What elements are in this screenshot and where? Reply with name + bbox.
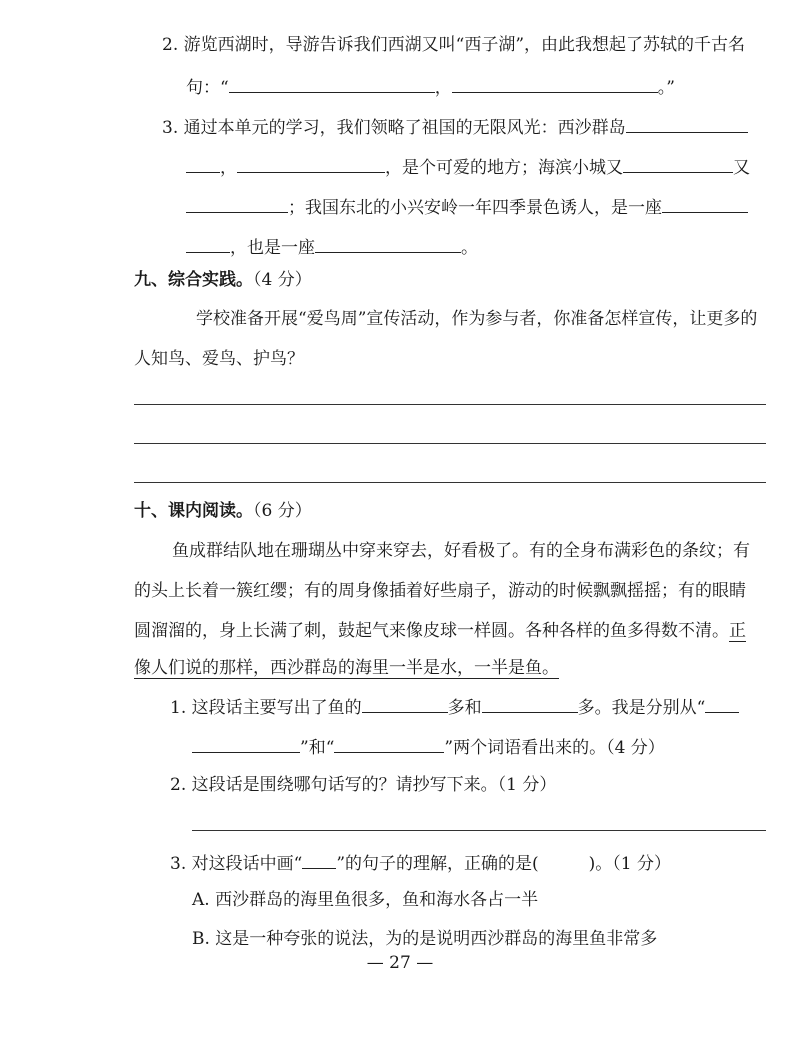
answer-blank-4[interactable]: [237, 154, 385, 173]
passage-line-4: [134, 657, 559, 679]
q8-3-text2: ，是个可爱的地方；海滨小城又: [385, 158, 623, 178]
q10-1-line2: [192, 734, 665, 759]
answer-blank-1[interactable]: [229, 74, 435, 93]
answer-blank-8[interactable]: [186, 234, 230, 253]
passage-line-3-underlined: 正: [729, 621, 746, 641]
answer-blank-7[interactable]: [662, 194, 748, 213]
q8-3-you: 又: [733, 158, 750, 178]
section-9-prompt-line2: 人知鸟、爱鸟、护鸟？: [134, 349, 304, 369]
answer-blank-11[interactable]: [482, 694, 578, 713]
q8-3-end: 。: [461, 238, 478, 258]
q10-3: [170, 850, 671, 875]
q10-1-text5: ”两个词语看出来的。（4 分）: [444, 738, 665, 758]
passage-line-1: 鱼成群结队地在珊瑚丛中穿来穿去，好看极了。有的全身布满彩色的条纹；有: [172, 541, 750, 561]
q8-3-text1: 3. 通过本单元的学习，我们领略了祖国的无限风光：西沙群岛: [162, 118, 626, 138]
answer-blank-13[interactable]: [334, 734, 444, 753]
q8-2-end: 。”: [657, 78, 675, 98]
q10-1-text3: 多。我是分别从“: [577, 698, 706, 718]
answer-blank-10[interactable]: [362, 694, 448, 713]
q10-3-text3: )。（1 分）: [588, 854, 672, 874]
q10-2: 2. 这段话是围绕哪句话写的？请抄写下来。（1 分）: [170, 775, 557, 795]
q10-3-text1: 3. 对这段话中画“: [170, 854, 303, 874]
answer-blank-5[interactable]: [623, 154, 733, 173]
answer-line-2[interactable]: [134, 443, 766, 444]
passage-line-4-underlined: 像人们说的那样，西沙群岛的海里一半是水，一半是鱼。: [134, 658, 559, 678]
passage-line-3-text: 圆溜溜的，身上长满了刺，鼓起气来像皮球一样圆。各种各样的鱼多得数不清。: [134, 621, 729, 641]
section-10-heading: [134, 500, 312, 522]
section-9-prompt-line1: 学校准备开展“爱鸟周”宣传活动，作为参与者，你准备怎样宣传，让更多的: [196, 309, 758, 329]
passage-line-2: 的头上长着一簇红缨；有的周身像插着好些扇子，游动的时候飘飘摇摇；有的眼睛: [134, 581, 746, 601]
q8-3-line2: [186, 154, 750, 179]
section-9-points: （4 分）: [253, 270, 312, 290]
q10-1-line1: [170, 694, 739, 719]
page-number: — 27 —: [366, 953, 434, 973]
section-9-heading: [134, 269, 312, 291]
option-b: B. 这是一种夸张的说法，为的是说明西沙群岛的海里鱼非常多: [192, 929, 658, 949]
answer-line-1[interactable]: [134, 404, 766, 405]
section-10-title: 十、课内阅读。: [134, 501, 253, 521]
answer-blank-3b[interactable]: [186, 154, 220, 173]
answer-line-3[interactable]: [134, 482, 766, 483]
q8-3-text4: ，也是一座: [230, 238, 315, 258]
q8-2-comma: ，: [434, 78, 452, 98]
answer-blank-12a[interactable]: [705, 694, 739, 713]
q8-3-comma: ，: [220, 158, 237, 178]
answer-blank-12[interactable]: [192, 734, 300, 753]
section-10-points: （6 分）: [253, 501, 312, 521]
section-9-title: 九、综合实践。: [134, 270, 253, 290]
underline-sample: [302, 850, 336, 869]
answer-blank-9[interactable]: [315, 234, 461, 253]
option-a: A. 西沙群岛的海里鱼很多，鱼和海水各占一半: [192, 890, 539, 910]
answer-blank-6[interactable]: [186, 194, 288, 213]
q8-2-line2: [186, 74, 675, 99]
answer-blank-2[interactable]: [452, 74, 658, 93]
answer-line-4[interactable]: [192, 830, 766, 831]
q10-1-text4: ”和“: [300, 738, 335, 758]
passage-line-3: [134, 620, 746, 642]
q8-3-text3: ；我国东北的小兴安岭一年四季景色诱人，是一座: [288, 198, 662, 218]
q8-2-line1: 2. 游览西湖时，导游告诉我们西湖又叫“西子湖”，由此我想起了苏轼的千古名: [162, 35, 746, 55]
q8-2-prefix: 句：“: [186, 78, 229, 98]
q10-3-text2: ”的句子的理解，正确的是(: [336, 854, 539, 874]
answer-blank-3[interactable]: [626, 114, 748, 133]
q8-3-line4: [186, 234, 478, 259]
q10-1-text2: 多和: [447, 698, 482, 718]
q8-3-line3: [186, 194, 748, 219]
q8-3-line1: [162, 114, 748, 139]
q10-1-text1: 1. 这段话主要写出了鱼的: [170, 698, 362, 718]
